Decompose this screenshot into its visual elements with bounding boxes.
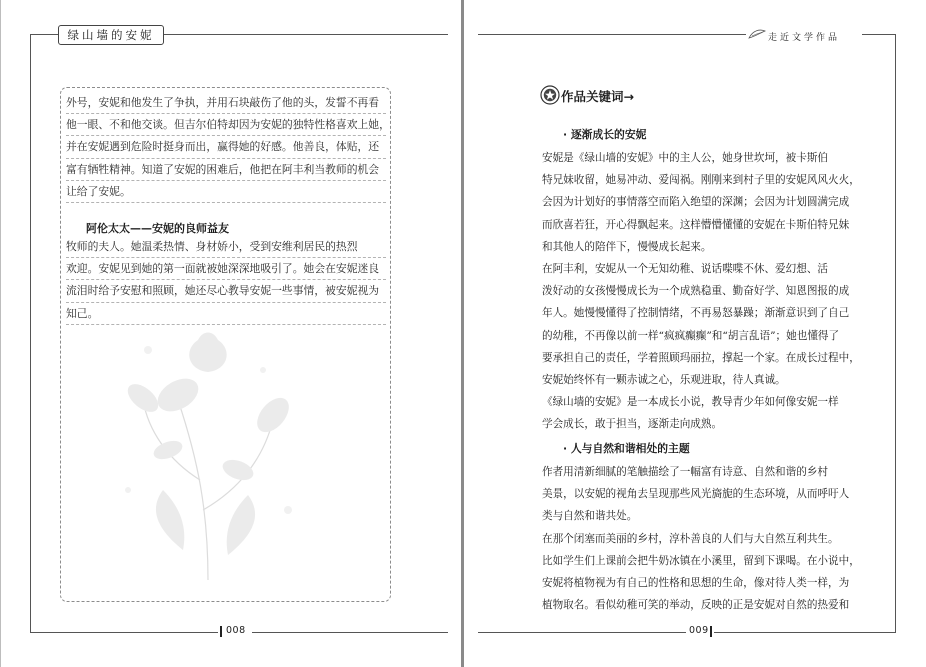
body-line: 安妮将植物视为有自己的性格和思想的生命，像对待人类一样，为 — [542, 576, 850, 589]
body-line: 要承担自己的责任，学着照顾玛丽拉，撑起一个家。在成长过程中， — [542, 351, 860, 364]
left-margin-rule — [30, 34, 31, 632]
passage-gilbert — [66, 92, 390, 203]
body-line: 类与自然和谐共处。 — [542, 510, 638, 523]
body-line: 《绿山墙的安妮》是一本成长小说，教导青少年如何像安妮一样 — [542, 396, 839, 409]
left-header-rule — [30, 34, 58, 35]
series-title: 走近文学作品 — [768, 33, 841, 43]
left-footer-rule-right — [252, 632, 448, 633]
right-header-rule — [478, 34, 746, 35]
right-footer-rule — [478, 632, 686, 633]
body-line: 年人。她慢慢懂得了控制情绪，不再易怒暴躁；渐渐意识到了自己 — [542, 307, 850, 320]
page-number-marker — [220, 626, 222, 637]
right-footer-rule-right — [714, 632, 896, 633]
passage-line: 外号，安妮和他发生了争执，并用石块敲伤了他的头，发誓不再看 — [66, 92, 386, 114]
passage-line: 他一眼、不和他交谈。但吉尔伯特却因为安妮的独特性格喜欢上她， — [66, 114, 386, 136]
body-line: 学会成长，敢于担当，逐渐走向成熟。 — [542, 418, 723, 431]
right-margin-rule — [895, 34, 896, 632]
passage-line: 知己。 — [66, 303, 386, 325]
book-title-label: 绿山墙的安妮 — [58, 25, 164, 45]
body-line: 会因为计划好的事情落空而陷入绝望的深渊；会因为计划圆满完成 — [542, 196, 850, 209]
body-line: 安妮是《绿山墙的安妮》中的主人公，她身世坎坷，被卡斯伯 — [542, 152, 829, 164]
left-header-rule-right — [163, 34, 448, 35]
section-title-nature: · 人与自然和谐相处的主题 — [563, 442, 690, 455]
left-footer-rule — [30, 632, 218, 633]
passage-line: 并在安妮遇到危险时挺身而出，赢得她的好感。他善良，体贴，还 — [66, 136, 386, 158]
page-number-marker — [710, 626, 712, 637]
body-line: 植物取名。看似幼稚可笑的举动，反映的正是安妮对自然的热爱和 — [542, 599, 850, 612]
passage-line: 让给了安妮。 — [66, 181, 386, 203]
page-edge-left — [0, 0, 1, 667]
passage-line: 牧师的夫人。她温柔热情、身材娇小，受到安维利居民的热烈 — [66, 236, 386, 258]
section-subheading: 阿伦太太——安妮的良师益友 — [86, 222, 229, 235]
passage-line: 欢迎。安妮见到她的第一面就被她深深地吸引了。她会在安妮迷良 — [66, 258, 386, 280]
body-line: 美景，以安妮的视角去呈现那些风光旖旎的生态环境，从而呼吁人 — [542, 488, 850, 501]
body-line: 在那个闭塞而美丽的乡村，淳朴善良的人们与大自然互利共生。 — [542, 532, 839, 545]
body-line: 比如学生们上课前会把牛奶冰镇在小溪里，留到下课喝。在小说中， — [542, 554, 860, 567]
section-title-growth: · 逐渐成长的安妮 — [563, 128, 647, 141]
passage-mrs-allan — [66, 236, 386, 325]
keyword-heading: 作品关键词→ — [561, 89, 634, 104]
passage-line: 流泪时给予安慰和照顾，她还尽心教导安妮一些事情，被安妮视为 — [66, 280, 386, 302]
body-line: 的幼稚，不再像以前一样“疯疯癫癫”和“胡言乱语”；她也懂得了 — [542, 329, 840, 342]
floral-watermark-icon — [88, 310, 328, 590]
page-number: 008 — [226, 625, 246, 636]
body-line: 特兄妹收留，她易冲动、爱闯祸。刚刚来到村子里的安妮风风火火， — [542, 174, 860, 187]
body-line: 泼好动的女孩慢慢成长为一个成熟稳重、勤奋好学、知恩图报的成 — [542, 285, 850, 298]
book-spine — [461, 0, 464, 667]
page-number: 009 — [689, 625, 709, 636]
section-body-nature — [542, 461, 868, 616]
leaf-ornament-icon — [748, 28, 766, 40]
body-line: 和其他人的陪伴下，慢慢成长起来。 — [542, 240, 712, 253]
body-line: 在阿丰利，安妮从一个无知幼稚、说话喋喋不休、爱幻想、活 — [542, 262, 829, 275]
body-line: 而欣喜若狂，开心得飘起来。这样懵懵懂懂的安妮在卡斯伯特兄妹 — [542, 218, 850, 231]
rosette-badge-icon — [540, 85, 560, 105]
passage-line: 富有牺牲精神。知道了安妮的困难后，他把在阿丰利当教师的机会 — [66, 159, 386, 181]
body-line: 作者用清新细腻的笔触描绘了一幅富有诗意、自然和谐的乡村 — [542, 466, 829, 478]
section-body-growth — [542, 147, 868, 435]
right-header-rule-end — [862, 34, 896, 35]
body-line: 安妮始终怀有一颗赤诚之心，乐观进取，待人真诚。 — [542, 373, 786, 386]
